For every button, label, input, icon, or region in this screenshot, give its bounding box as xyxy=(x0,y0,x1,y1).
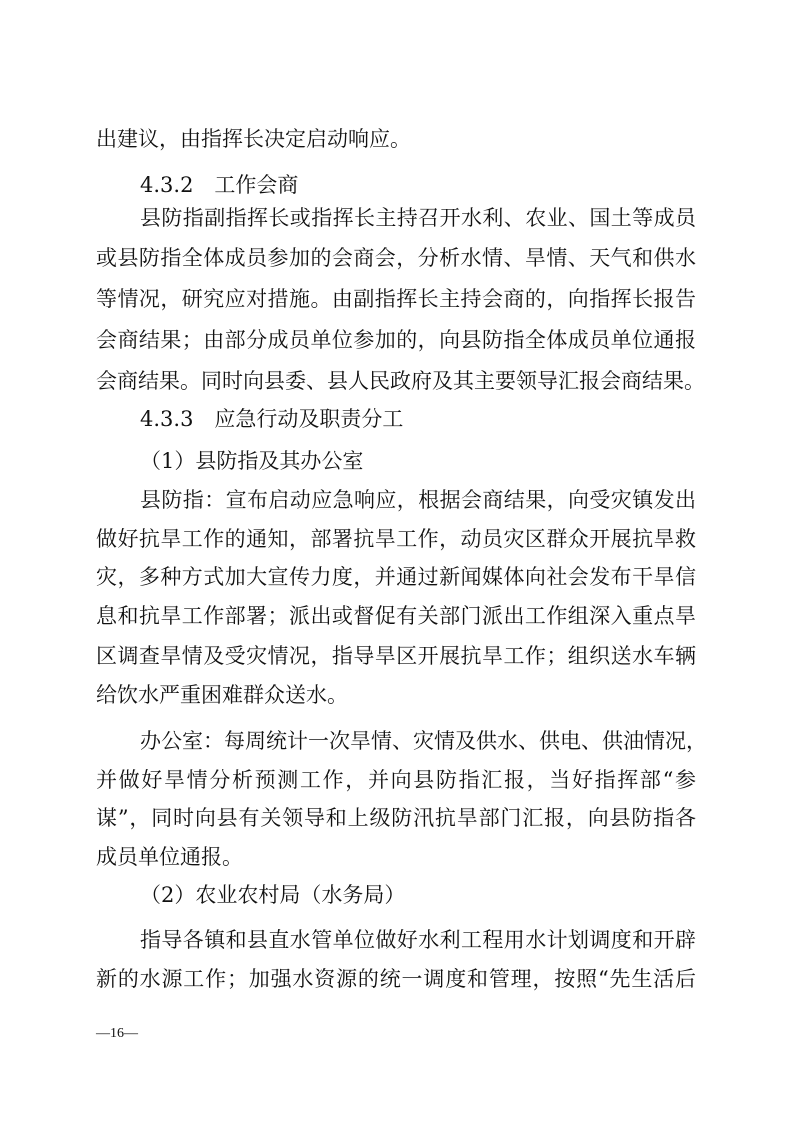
text-line: 成员单位通报。 xyxy=(96,845,243,869)
text-line: 会商结果。同时向县委、县人民政府及其主要领导汇报会商结果。 xyxy=(96,369,705,393)
section-heading: 4.3.2 工作会商 xyxy=(140,173,299,197)
text-line: 指导各镇和县直水管单位做好水利工程用水计划调度和开辟 xyxy=(140,928,696,952)
text-line: 新的水源工作；加强水资源的统一调度和管理，按照“先生活后 xyxy=(96,967,696,991)
text-line: 灾，多种方式加大宣传力度，并通过新闻媒体向社会发布干旱信 xyxy=(96,565,696,589)
text-line: 办公室：每周统计一次旱情、灾情及供水、供电、供油情况， xyxy=(140,729,707,753)
text-line: 等情况，研究应对措施。由副指挥长主持会商的，向指挥长报告 xyxy=(96,287,696,311)
text-line: 县防指副指挥长或指挥长主持召开水利、农业、国土等成员 xyxy=(140,206,696,230)
text-line: 并做好旱情分析预测工作，并向县防指汇报，当好指挥部“参 xyxy=(96,768,696,792)
text-line: 或县防指全体成员参加的会商会，分析水情、旱情、天气和供水 xyxy=(96,246,696,270)
text-line: 会商结果；由部分成员单位参加的，向县防指全体成员单位通报 xyxy=(96,328,696,352)
subsection-heading: （2）农业农村局（水务局） xyxy=(140,883,406,907)
page-number: —16— xyxy=(96,1026,138,1041)
text-line: 出建议，由指挥长决定启动响应。 xyxy=(96,127,411,151)
subsection-heading: （1）县防指及其办公室 xyxy=(140,449,364,473)
text-line: 区调查旱情及受灾情况，指导旱区开展抗旱工作；组织送水车辆 xyxy=(96,644,696,668)
text-line: 县防指：宣布启动应急响应，根据会商结果，向受灾镇发出 xyxy=(140,488,696,512)
text-line: 做好抗旱工作的通知，部署抗旱工作，动员灾区群众开展抗旱救 xyxy=(96,527,696,551)
text-line: 给饮水严重困难群众送水。 xyxy=(96,683,348,707)
section-heading: 4.3.3 应急行动及职责分工 xyxy=(140,407,404,431)
text-line: 谋”，同时向县有关领导和上级防汛抗旱部门汇报，向县防指各 xyxy=(96,806,696,830)
text-line: 息和抗旱工作部署；派出或督促有关部门派出工作组深入重点旱 xyxy=(96,604,696,628)
